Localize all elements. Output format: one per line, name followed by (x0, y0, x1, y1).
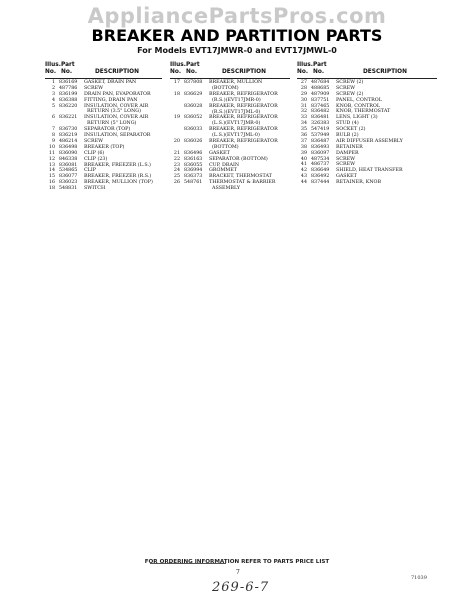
illus-no: 43 (300, 174, 307, 180)
part-number: 837751 (311, 97, 330, 103)
part-description: CLIP (6) (84, 150, 105, 156)
part-description: SOCKET (2) (336, 127, 366, 133)
part-description: INSULATION, COVER AIR RETURN (3.5" LONG) (84, 103, 149, 115)
handwritten-note: 269-6-7 (212, 580, 270, 595)
watermark: AppliancePartsPros.com (87, 4, 387, 28)
illus-no: 26 (173, 180, 180, 186)
parts-list (297, 80, 437, 186)
part-description: BREAKER, FREEZER (R.S.) (84, 174, 152, 180)
part-row (170, 115, 290, 127)
part-number: 836487 (311, 138, 330, 144)
part-number: 534865 (59, 168, 78, 174)
part-description: GASKET (336, 174, 357, 180)
parts-list (170, 80, 290, 192)
part-number: 836081 (59, 162, 78, 168)
illus-no: 40 (300, 156, 307, 162)
illus-no: 39 (300, 150, 307, 156)
illus-no: 35 (300, 127, 307, 133)
header-part-no: No. (186, 69, 198, 75)
column-header (170, 62, 290, 78)
illus-no: 33 (300, 115, 307, 121)
illus-no: 38 (300, 144, 307, 150)
header-description: DESCRIPTION (95, 69, 139, 75)
part-description: BREAKER (TOP) (84, 144, 125, 150)
illus-no: 15 (48, 174, 55, 180)
header-description: DESCRIPTION (222, 69, 266, 75)
part-row (45, 186, 162, 192)
part-number: 837808 (184, 80, 203, 85)
part-number: 836629 (184, 91, 203, 97)
illus-no: 11 (48, 150, 55, 156)
parts-column-1 (45, 62, 162, 192)
header-part: Part (61, 62, 75, 68)
part-number: 836052 (184, 115, 203, 121)
part-number: 836730 (59, 127, 78, 133)
illus-no: 6 (51, 115, 55, 121)
part-row (170, 180, 290, 192)
part-description: BREAKER, MULLION (BOTTOM) (209, 80, 263, 91)
illus-no: 27 (300, 80, 307, 85)
part-number: 487909 (311, 91, 330, 97)
part-number: 837465 (311, 103, 330, 109)
part-description: GASKET, DRAIN PAN (84, 80, 137, 85)
parts-column-3 (297, 62, 437, 186)
part-number: 836097 (311, 150, 330, 156)
part-description: INSULATION, SEPARATOR (84, 133, 151, 139)
part-description: BREAKER, REFRIGERATOR (R.S.)(EVT17JMR-0) (209, 91, 278, 103)
part-number: 836388 (59, 97, 78, 103)
part-description: SCREW (84, 85, 104, 91)
illus-no: 10 (48, 144, 55, 150)
illus-no: 16 (48, 180, 55, 186)
illus-no: 1 (51, 80, 55, 85)
part-description: SEPARATOR (BOTTOM) (209, 156, 268, 162)
part-description: GROMMET (209, 168, 237, 174)
part-number: 836219 (59, 133, 78, 139)
part-number: 836649 (311, 168, 330, 174)
part-description: AIR DIFFUSER ASSEMBLY (336, 138, 403, 144)
illus-no: 36 (300, 133, 307, 139)
part-number: 836055 (184, 162, 203, 168)
page-title: BREAKER AND PARTITION PARTS (91, 26, 383, 45)
part-number: 548761 (184, 180, 203, 186)
page-subtitle: For Models EVT17JMWR-0 and EVT17JMWL-0 (137, 46, 337, 55)
part-number: 836498 (59, 144, 78, 150)
illus-no: 37 (300, 138, 307, 144)
illus-no: 2 (51, 85, 55, 91)
part-number: 836221 (59, 115, 78, 121)
part-number: 487534 (311, 156, 330, 162)
part-description: SCREW (336, 85, 356, 91)
illus-no: 19 (173, 115, 180, 121)
header-illus: Illus. (297, 62, 313, 68)
illus-no: 30 (300, 97, 307, 103)
part-description: CUP, DRAIN (209, 162, 240, 168)
header-no: No. (297, 69, 309, 75)
illus-no: 24 (173, 168, 180, 174)
part-description: BREAKER, REFRIGERATOR (L.S.)(EVT17JMR-0) (209, 115, 278, 127)
part-number: 836481 (311, 115, 330, 121)
part-number: 537949 (311, 133, 330, 139)
part-number: 836026 (184, 138, 203, 144)
part-number: 836077 (59, 174, 78, 180)
part-row (297, 180, 437, 186)
part-row (45, 104, 162, 116)
footer-strikethrough (150, 563, 226, 564)
header-illus: Illus. (170, 62, 186, 68)
part-number: 836033 (184, 127, 203, 133)
illus-no: 21 (173, 150, 180, 156)
illus-no: 17 (173, 80, 180, 85)
part-number: 836199 (59, 91, 78, 97)
part-row (170, 139, 290, 151)
part-description: BREAKER, REFRIGERATOR (BOTTOM) (209, 138, 278, 150)
illus-no: 3 (51, 91, 55, 97)
part-description: STUD (4) (336, 121, 359, 127)
header-description: DESCRIPTION (363, 69, 407, 75)
part-number: 846338 (59, 156, 78, 162)
column-header (45, 62, 162, 78)
illus-no: 29 (300, 91, 307, 97)
part-description: PANEL, CONTROL (336, 97, 382, 103)
illus-no: 41 (300, 162, 307, 168)
part-description: DAMPER (336, 150, 359, 156)
part-number: 486214 (59, 138, 78, 144)
part-description: SCREW (336, 162, 356, 168)
part-description: BREAKER, REFRIGERATOR (R.S.)(EVT17JML-0) (209, 103, 278, 115)
illus-no: 18 (173, 91, 180, 97)
illus-no: 22 (173, 156, 180, 162)
header-no: No. (170, 69, 182, 75)
illus-no: 34 (300, 121, 307, 127)
illus-no: 13 (48, 162, 55, 168)
parts-list (45, 80, 162, 192)
illus-no: 32 (300, 109, 307, 115)
illus-no: 42 (300, 168, 307, 174)
part-number: 836163 (184, 156, 203, 162)
part-description: RETAINER (336, 144, 363, 150)
part-description: SEPARATOR (TOP) (84, 127, 131, 133)
part-row (45, 115, 162, 127)
part-description: BULB (2) (336, 133, 359, 139)
part-number: 836169 (59, 80, 78, 85)
header-part: Part (186, 62, 200, 68)
part-number: 326383 (311, 121, 330, 127)
part-number: 836492 (311, 174, 330, 180)
part-description: BRACKET, THERMOSTAT (209, 174, 272, 180)
part-description: SCREW (336, 156, 356, 162)
part-description: SCREW (84, 138, 104, 144)
part-number: 548831 (59, 186, 78, 192)
part-description: BREAKER, MULLION (TOP) (84, 180, 153, 186)
illus-no: 5 (51, 103, 55, 109)
part-number: 486737 (311, 162, 330, 168)
ordering-footer: FOR ORDERING INFORMATION REFER TO PARTS PRICE LIST (144, 559, 330, 565)
part-description: SWITCH (84, 186, 106, 192)
part-description: BREAKER, REFRIGERATOR (L.S.)(EVT17JML-0) (209, 127, 278, 139)
illus-no: 20 (173, 138, 180, 144)
illus-no: 12 (48, 156, 55, 162)
parts-column-2 (170, 62, 290, 192)
illus-no: 14 (48, 168, 55, 174)
part-number: 836493 (311, 144, 330, 150)
part-number: 836994 (184, 168, 203, 174)
header-illus: Illus. (45, 62, 61, 68)
part-description: GASKET (209, 150, 230, 156)
part-description: SHIELD, HEAT TRANSFER (336, 168, 403, 174)
part-number: 487786 (59, 85, 78, 91)
illus-no: 25 (173, 174, 180, 180)
document-code: 71039 (411, 575, 427, 581)
part-description: FITTING, DRAIN PAN (84, 97, 138, 103)
page-number: 7 (236, 569, 240, 576)
part-description: RETAINER, KNOB (336, 180, 382, 186)
part-row (170, 104, 290, 116)
part-description: CLIP (84, 168, 96, 174)
header-part-no: No. (313, 69, 325, 75)
part-number: 836220 (59, 103, 78, 109)
illus-no: 8 (51, 133, 55, 139)
part-description: INSULATION, COVER AIR RETURN (5" LONG) (84, 115, 149, 127)
header-part-no: No. (61, 69, 73, 75)
part-row (170, 92, 290, 104)
part-description: KNOB, CONTROL (336, 103, 381, 109)
part-number: 836373 (184, 174, 203, 180)
header-part: Part (313, 62, 327, 68)
illus-no: 44 (300, 180, 307, 186)
part-number: 836496 (184, 150, 203, 156)
part-description: CLIP (23) (84, 156, 108, 162)
illus-no: 28 (300, 85, 307, 91)
part-number: 836482 (311, 109, 330, 115)
part-number: 547419 (311, 127, 330, 133)
illus-no: 9 (51, 138, 55, 144)
illus-no: 4 (51, 97, 55, 103)
illus-no: 18 (48, 186, 55, 192)
illus-no: 31 (300, 103, 307, 109)
part-number: 488685 (311, 85, 330, 91)
part-number: 836090 (59, 150, 78, 156)
part-description: BREAKER, FREEZER (L.S.) (84, 162, 151, 168)
illus-no: 23 (173, 162, 180, 168)
part-description: SCREW (2) (336, 80, 364, 85)
part-number: 836023 (59, 180, 78, 186)
illus-no: 7 (51, 127, 55, 133)
part-number: 837444 (311, 180, 330, 186)
part-number: 836028 (184, 103, 203, 109)
part-number: 487684 (311, 80, 330, 85)
part-description: SCREW (2) (336, 91, 364, 97)
part-row (170, 127, 290, 139)
part-description: THERMOSTAT & BARRIER ASSEMBLY (209, 180, 276, 192)
part-description: LENS, LIGHT (3) (336, 115, 378, 121)
column-header (297, 62, 437, 78)
part-description: DRAIN PAN, EVAPORATOR (84, 91, 151, 97)
header-no: No. (45, 69, 57, 75)
part-row (170, 80, 290, 92)
part-description: KNOB, THERMOSTAT (336, 109, 391, 115)
